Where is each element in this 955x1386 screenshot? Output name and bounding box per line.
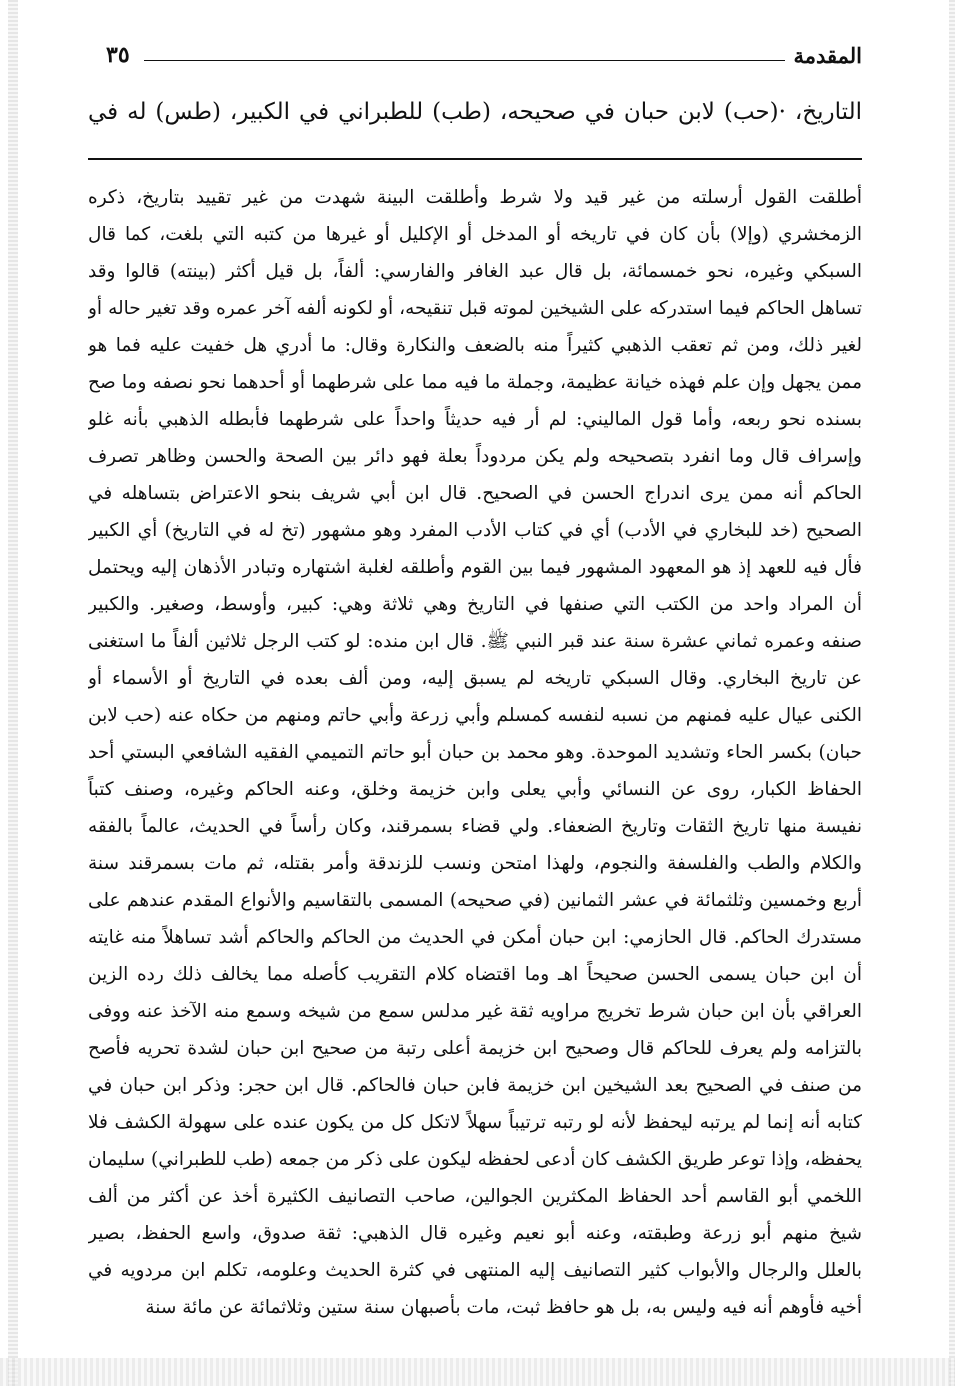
commentary-line: أربع وخمسين وثلثمائة في عشر الثمانين (في صحيحه) المسمى بالتقاسيم والأنواع المقدم عندهم على (88, 890, 862, 911)
main-text-line: التاريخ، ·(حب) لابن حبان في صحيحه، (طب) للطبراني في الكبير، (طس) له في (88, 99, 862, 125)
commentary-line: بالعلل والرجال والأبواب كثير التصانيف إليه المنتهى في كثرة الحديث وعلومه، تكلم ابن مردويه في (88, 1260, 862, 1281)
commentary-line: اللخمي أبو القاسم أحد الحفاظ المكثرين الجوالين، صاحب التصانيف الكثيرة أخذ عن أكثر من ألف (88, 1186, 862, 1207)
footnote-divider (88, 158, 862, 160)
commentary-line: نفيسة منها تاريخ الثقات وتاريخ الضعفاء. ولي قضاء بسمرقند، وكان رأساً في الحديث، عالماً بالفقه (88, 816, 862, 837)
commentary-line: مستدرك الحاكم. قال الحازمي: ابن حبان أمكن في الحديث من الحاكم والحاكم أشد تساهلاً منه غايته (88, 927, 862, 948)
commentary-line: أطلقت القول أرسلته من غير قيد ولا شرط وأطلقت البينة شهدت من غير تقييد بتاريخ، ذكره (88, 187, 862, 208)
header-rule (144, 60, 786, 61)
page-number: ٣٥ (106, 42, 130, 68)
commentary-line: عن تاريخ البخاري. وقال السبكي تاريخه لم يسبق إليه، ومن ألف بعده في التاريخ أو الأسماء أو (88, 668, 862, 689)
commentary-line: تساهل الحاكم فيما استدركه على الشيخين لموته قبل تنقيحه، أو لكونه ألفه آخر عمره وقد تغير حاله أو (88, 298, 862, 319)
commentary-line: بسنده نحو ربعه، وأما قول الماليني: لم أر فيه حديثاً واحداً على شرطهما فأبطله الذهبي بأنه غلو (88, 409, 862, 430)
commentary-line: السبكي وغيره، نحو خمسمائة، بل قال عبد الغافر والفارسي: ألفاً، بل قيل أكثر (بينته) قالوا وقد (88, 261, 862, 282)
commentary-line: أن ابن حبان يسمى الحسن صحيحاً اهـ وما اقتضاه كلام التقريب كأصله مما يخالف ذلك رده الزين (88, 964, 862, 985)
scan-border-bottom (0, 1358, 955, 1386)
commentary-line: بالتزامه ولم يعرف للحاكم قال وصحيح ابن خزيمة أعلى رتبة من صحيح ابن حبان لشدة تحريه فأصح (88, 1038, 862, 1059)
commentary-line: من صنف في الصحيح بعد الشيخين ابن خزيمة فابن حبان فالحاكم. قال ابن حجر: وذكر ابن حبان في (88, 1075, 862, 1096)
commentary-line: الزمخشري (وإلا) بأن كان في تاريخه أو المدخل أو الإكليل أو غيرها من كتبه التي بلغت، كما قال (88, 224, 862, 245)
book-page (88, 34, 862, 1344)
commentary-line: والكلام والطب والفلسفة والنجوم، ولهذا امتحن ونسب للزندقة وأمر بقتله، ثم مات بسمرقند سنة (88, 853, 862, 874)
commentary-line: العراقي بأن ابن حبان شرط تخريج مراويه ثقة غير مدلس سمع من شيخه وسمع منه الآخذ عنه ووفى (88, 1001, 862, 1022)
chapter-title: المقدمة (793, 42, 862, 68)
scan-border-left (8, 0, 18, 1386)
commentary-line: الصحيح (خد للبخاري في الأدب) أي في كتاب الأدب المفرد وهو مشهور (تخ له في التاريخ) أي الكبير (88, 520, 862, 541)
commentary-line: شيخ منهم أبو زرعة وطبقته، وعنه أبو نعيم وغيره قال الذهبي: ثقة صدوق، واسع الحفظ، بصير (88, 1223, 862, 1244)
commentary-line: أن المراد واحد من الكتب التي صنفها في التاريخ وهي ثلاثة وهي: كبير، وأوسط، وصغير. والكبير (88, 594, 862, 615)
commentary-line: صنفه وعمره ثماني عشرة سنة عند قبر النبي ﷺ. قال ابن منده: لو كتب الرجل ثلاثين ألفاً ما استغنى (88, 631, 862, 652)
commentary-line: كتابه أنه إنما لم يرتبه ليحفظ لأنه لو رتبه ترتيباً سهلاً لاتكل كل من يكون عنده على سهولة الكشف فلا (88, 1112, 862, 1133)
commentary-block (88, 179, 862, 1329)
running-header (88, 40, 862, 70)
commentary-line: الكنى عيال عليه فمنهم من نسبه لنفسه كمسلم وأبي زرعة وأبي حاتم ومنهم من حكاه عنه (حب لابن (88, 705, 862, 726)
commentary-line: يحفظه، وإذا توعر طريق الكشف كان أدعى لحفظه ليكون على ذكر من جمعه (طب للطبراني) سليمان (88, 1149, 862, 1170)
commentary-line: أخيه فأوهم أنه فيه وليس به، بل هو حافظ ثبت، مات بأصبهان سنة ستين وثلاثمائة عن مائة سنة (145, 1297, 862, 1318)
commentary-line: حبان) بكسر الحاء وتشديد الموحدة. وهو محمد بن حبان أبو حاتم التميمي الفقيه الشافعي البستي أحد (88, 742, 862, 763)
commentary-line: الحفاظ الكبار، روى عن النسائي وأبي يعلى وابن خزيمة وخلق، وعنه الحاكم وغيره، وصنف كتباً (88, 779, 862, 800)
commentary-line: وإسراف قال وما انفرد بتصحيحه ولم يكن مردوداً بعلة فهو دائر بين الصحة والحسن وظاهر تصرف (88, 446, 862, 467)
scan-border-right (949, 0, 955, 1386)
commentary-line: ممن يجهل وإن علم فهذه خيانة عظيمة، وجملة ما فيه مما على شرطهما أو أحدهما نحو نصفه وما صح (88, 372, 862, 393)
commentary-line: الحاكم أنه ممن يرى اندراج الحسن في الصحيح. قال ابن أبي شريف بنحو الاعتراض بتساهله في (88, 483, 862, 504)
commentary-line: لغير ذلك، ومن ثم تعقب الذهبي كثيراً منه بالضعف والنكارة وقال: ما أدري هل خفيت عليه فما هو (88, 335, 862, 356)
commentary-line: فأل فيه للعهد إذ هو المعهود المشهور فيما بين القوم وأطلقه لغلبة اشتهاره وتبادر الأذهان إليه ويحتمل (88, 557, 862, 578)
